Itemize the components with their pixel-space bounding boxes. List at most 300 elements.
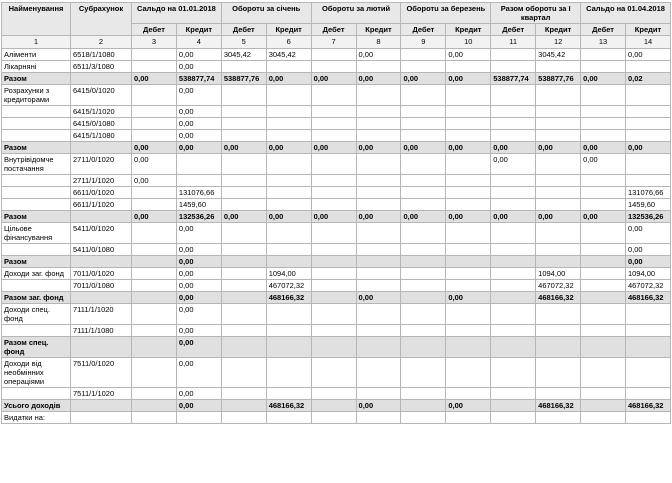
cell-value[interactable] [446,199,491,211]
table-row[interactable] [2,244,671,256]
cell-value[interactable] [266,61,311,73]
cell-account[interactable]: 6518/1/1080 [71,49,132,61]
cell-value[interactable]: 0,00 [401,142,446,154]
cell-value[interactable] [625,106,670,118]
cell-value[interactable] [491,85,536,106]
cell-value[interactable] [311,292,356,304]
cell-value[interactable] [266,199,311,211]
cell-value[interactable] [625,325,670,337]
cell-value[interactable]: 0,00 [491,154,536,175]
cell-value[interactable]: 0,00 [311,73,356,85]
cell-value[interactable] [356,304,401,325]
table-row[interactable] [2,400,671,412]
cell-value[interactable] [581,199,626,211]
cell-value[interactable] [401,256,446,268]
cell-value[interactable] [491,61,536,73]
cell-value[interactable] [266,130,311,142]
cell-value[interactable]: 3045,42 [266,49,311,61]
cell-value[interactable] [221,280,266,292]
cell-value[interactable]: 132536,26 [176,211,221,223]
cell-value[interactable]: 0,00 [176,304,221,325]
cell-value[interactable]: 0,00 [581,142,626,154]
cell-account[interactable]: 7111/1/1020 [71,304,132,325]
cell-value[interactable]: 0,00 [176,142,221,154]
cell-value[interactable]: 0,00 [446,400,491,412]
cell-value[interactable] [581,388,626,400]
cell-value[interactable] [625,85,670,106]
cell-value[interactable] [491,106,536,118]
cell-value[interactable] [132,292,177,304]
cell-value[interactable] [311,268,356,280]
table-row[interactable] [2,223,671,244]
cell-value[interactable] [581,304,626,325]
cell-value[interactable] [132,244,177,256]
cell-value[interactable] [356,358,401,388]
cell-value[interactable]: 0,00 [176,268,221,280]
cell-value[interactable] [401,223,446,244]
cell-value[interactable] [221,304,266,325]
cell-value[interactable] [356,130,401,142]
cell-value[interactable] [221,244,266,256]
cell-value[interactable]: 0,00 [176,292,221,304]
cell-value[interactable] [446,61,491,73]
cell-value[interactable] [132,280,177,292]
cell-value[interactable] [536,106,581,118]
cell-value[interactable]: 132536,26 [625,211,670,223]
cell-value[interactable] [446,130,491,142]
cell-value[interactable]: 538877,74 [491,73,536,85]
cell-value[interactable]: 0,00 [132,211,177,223]
cell-value[interactable] [401,118,446,130]
cell-value[interactable] [132,268,177,280]
cell-value[interactable] [491,130,536,142]
cell-value[interactable] [536,388,581,400]
cell-value[interactable]: 0,00 [132,154,177,175]
cell-value[interactable] [625,412,670,424]
cell-value[interactable] [132,304,177,325]
cell-value[interactable]: 468166,32 [625,400,670,412]
cell-value[interactable] [536,130,581,142]
table-row[interactable] [2,256,671,268]
cell-value[interactable] [625,388,670,400]
cell-value[interactable]: 0,00 [625,142,670,154]
cell-value[interactable] [311,337,356,358]
cell-value[interactable] [446,358,491,388]
cell-value[interactable]: 468166,32 [536,400,581,412]
cell-value[interactable]: 0,00 [176,358,221,388]
cell-value[interactable]: 1094,00 [266,268,311,280]
cell-value[interactable]: 3045,42 [221,49,266,61]
cell-account[interactable] [71,412,132,424]
cell-value[interactable]: 1094,00 [536,268,581,280]
cell-value[interactable]: 0,00 [176,130,221,142]
cell-value[interactable]: 468166,32 [266,400,311,412]
cell-value[interactable] [132,106,177,118]
cell-value[interactable] [536,412,581,424]
cell-value[interactable] [491,244,536,256]
cell-value[interactable] [581,268,626,280]
cell-value[interactable]: 0,00 [581,154,626,175]
cell-value[interactable] [536,187,581,199]
table-row[interactable] [2,304,671,325]
cell-value[interactable] [221,199,266,211]
cell-value[interactable] [311,61,356,73]
cell-value[interactable]: 0,00 [446,49,491,61]
cell-value[interactable] [132,61,177,73]
cell-name[interactable]: Доходи спец. фонд [2,304,71,325]
cell-value[interactable] [221,268,266,280]
cell-value[interactable] [446,154,491,175]
cell-value[interactable] [491,268,536,280]
cell-value[interactable]: 0,00 [176,400,221,412]
cell-value[interactable] [581,400,626,412]
cell-account[interactable] [71,73,132,85]
cell-account[interactable]: 7111/1/1080 [71,325,132,337]
cell-value[interactable] [581,175,626,187]
cell-value[interactable]: 0,00 [401,211,446,223]
cell-value[interactable]: 0,00 [446,73,491,85]
cell-value[interactable] [625,154,670,175]
cell-value[interactable]: 0,00 [491,142,536,154]
cell-value[interactable] [311,256,356,268]
cell-name[interactable]: Усього доходів [2,400,71,412]
cell-value[interactable] [356,175,401,187]
cell-value[interactable] [581,118,626,130]
cell-value[interactable] [356,280,401,292]
cell-name[interactable] [2,325,71,337]
cell-account[interactable]: 6511/3/1080 [71,61,132,73]
cell-value[interactable] [401,337,446,358]
cell-value[interactable] [401,49,446,61]
cell-value[interactable]: 131076,66 [625,187,670,199]
cell-name[interactable]: Разом [2,256,71,268]
cell-value[interactable]: 1459,60 [625,199,670,211]
table-row[interactable] [2,280,671,292]
cell-value[interactable]: 538877,74 [176,73,221,85]
cell-account[interactable]: 7011/0/1080 [71,280,132,292]
cell-value[interactable] [132,130,177,142]
table-row[interactable] [2,199,671,211]
table-row[interactable] [2,142,671,154]
cell-value[interactable]: 0,00 [176,85,221,106]
cell-value[interactable] [401,85,446,106]
cell-value[interactable]: 0,00 [536,142,581,154]
cell-value[interactable]: 0,00 [625,223,670,244]
cell-value[interactable] [266,223,311,244]
cell-value[interactable] [581,61,626,73]
cell-value[interactable] [132,412,177,424]
cell-value[interactable] [311,130,356,142]
cell-value[interactable]: 0,00 [356,142,401,154]
cell-value[interactable] [266,106,311,118]
cell-value[interactable]: 0,00 [401,73,446,85]
cell-value[interactable] [401,106,446,118]
cell-value[interactable] [536,337,581,358]
cell-name[interactable] [2,130,71,142]
cell-value[interactable] [266,187,311,199]
table-row[interactable] [2,211,671,223]
cell-value[interactable] [446,244,491,256]
cell-value[interactable] [266,244,311,256]
cell-value[interactable]: 0,00 [221,211,266,223]
cell-value[interactable] [132,388,177,400]
cell-value[interactable]: 0,02 [625,73,670,85]
cell-value[interactable] [491,400,536,412]
cell-value[interactable] [491,358,536,388]
cell-account[interactable]: 6415/0/1080 [71,118,132,130]
cell-value[interactable] [625,175,670,187]
cell-value[interactable]: 0,00 [446,211,491,223]
cell-value[interactable] [446,388,491,400]
cell-value[interactable]: 467072,32 [266,280,311,292]
cell-value[interactable] [581,223,626,244]
cell-name[interactable]: Разом [2,73,71,85]
cell-value[interactable]: 0,00 [356,400,401,412]
cell-value[interactable]: 3045,42 [536,49,581,61]
cell-account[interactable]: 2711/0/1020 [71,154,132,175]
cell-value[interactable] [266,337,311,358]
cell-value[interactable] [356,337,401,358]
table-row[interactable] [2,118,671,130]
cell-value[interactable] [401,130,446,142]
cell-value[interactable]: 0,00 [132,175,177,187]
cell-value[interactable] [266,325,311,337]
cell-value[interactable] [446,280,491,292]
cell-value[interactable] [491,304,536,325]
cell-value[interactable] [625,304,670,325]
cell-value[interactable] [625,130,670,142]
cell-value[interactable]: 0,00 [176,280,221,292]
cell-value[interactable] [581,106,626,118]
cell-account[interactable]: 6415/1/1020 [71,106,132,118]
cell-name[interactable] [2,280,71,292]
cell-value[interactable] [132,223,177,244]
cell-value[interactable]: 0,00 [356,73,401,85]
table-row[interactable] [2,154,671,175]
cell-value[interactable] [581,244,626,256]
cell-value[interactable] [311,388,356,400]
cell-value[interactable] [311,358,356,388]
cell-value[interactable] [356,85,401,106]
cell-value[interactable] [221,400,266,412]
cell-value[interactable]: 0,00 [132,142,177,154]
cell-account[interactable]: 6611/1/1020 [71,199,132,211]
cell-value[interactable] [581,256,626,268]
cell-value[interactable] [625,61,670,73]
table-row[interactable] [2,337,671,358]
cell-value[interactable] [132,49,177,61]
table-row[interactable] [2,130,671,142]
cell-value[interactable] [221,118,266,130]
cell-value[interactable]: 0,00 [536,211,581,223]
cell-value[interactable] [356,106,401,118]
cell-value[interactable]: 0,00 [176,106,221,118]
table-row[interactable] [2,187,671,199]
cell-name[interactable] [2,187,71,199]
table-row[interactable] [2,268,671,280]
cell-value[interactable] [446,268,491,280]
cell-account[interactable]: 5411/0/1020 [71,223,132,244]
cell-value[interactable] [311,118,356,130]
cell-value[interactable] [311,223,356,244]
cell-value[interactable]: 0,00 [176,61,221,73]
cell-value[interactable] [491,325,536,337]
cell-value[interactable] [266,412,311,424]
cell-value[interactable] [401,61,446,73]
cell-value[interactable] [356,118,401,130]
cell-value[interactable] [401,199,446,211]
cell-value[interactable]: 0,00 [625,244,670,256]
cell-value[interactable]: 538877,76 [221,73,266,85]
cell-account[interactable] [71,337,132,358]
cell-name[interactable]: Аліменти [2,49,71,61]
cell-value[interactable] [356,325,401,337]
cell-value[interactable]: 0,00 [176,256,221,268]
cell-name[interactable]: Доходи заг. фонд [2,268,71,280]
cell-value[interactable]: 468166,32 [625,292,670,304]
cell-value[interactable] [221,187,266,199]
cell-value[interactable] [536,154,581,175]
cell-value[interactable] [581,130,626,142]
cell-value[interactable] [491,256,536,268]
cell-value[interactable] [536,256,581,268]
cell-account[interactable] [71,142,132,154]
cell-value[interactable] [625,118,670,130]
cell-value[interactable]: 0,00 [446,292,491,304]
cell-value[interactable] [356,268,401,280]
cell-value[interactable] [446,106,491,118]
cell-value[interactable]: 0,00 [356,49,401,61]
cell-value[interactable] [536,118,581,130]
cell-value[interactable] [491,223,536,244]
cell-value[interactable] [491,292,536,304]
cell-value[interactable] [491,412,536,424]
cell-value[interactable]: 0,00 [356,292,401,304]
cell-value[interactable] [491,187,536,199]
cell-name[interactable] [2,118,71,130]
cell-value[interactable] [221,106,266,118]
cell-name[interactable] [2,244,71,256]
cell-value[interactable] [311,187,356,199]
table-row[interactable] [2,292,671,304]
cell-value[interactable]: 0,00 [356,211,401,223]
cell-value[interactable] [536,85,581,106]
cell-value[interactable] [311,400,356,412]
cell-value[interactable] [221,412,266,424]
cell-value[interactable] [401,412,446,424]
cell-value[interactable] [311,199,356,211]
cell-value[interactable] [311,280,356,292]
cell-value[interactable] [356,223,401,244]
cell-value[interactable] [311,304,356,325]
cell-value[interactable] [401,304,446,325]
cell-value[interactable]: 0,00 [176,337,221,358]
cell-value[interactable] [581,292,626,304]
cell-value[interactable] [356,244,401,256]
cell-value[interactable] [581,85,626,106]
cell-value[interactable] [266,256,311,268]
cell-value[interactable] [221,85,266,106]
cell-value[interactable] [221,358,266,388]
cell-value[interactable] [311,106,356,118]
cell-value[interactable]: 0,00 [446,142,491,154]
cell-value[interactable] [266,304,311,325]
cell-value[interactable] [491,175,536,187]
cell-account[interactable]: 7511/1/1020 [71,388,132,400]
cell-value[interactable] [176,175,221,187]
cell-value[interactable] [401,187,446,199]
cell-value[interactable]: 0,00 [176,223,221,244]
cell-value[interactable]: 0,00 [625,256,670,268]
cell-value[interactable] [536,304,581,325]
cell-value[interactable]: 0,00 [581,211,626,223]
cell-value[interactable] [221,292,266,304]
cell-name[interactable]: Лікарняні [2,61,71,73]
cell-value[interactable] [491,199,536,211]
cell-value[interactable]: 131076,66 [176,187,221,199]
cell-name[interactable] [2,175,71,187]
cell-value[interactable]: 538877,76 [536,73,581,85]
cell-value[interactable] [536,175,581,187]
cell-value[interactable] [132,187,177,199]
cell-account[interactable]: 5411/0/1080 [71,244,132,256]
cell-account[interactable]: 2711/1/1020 [71,175,132,187]
table-row[interactable] [2,49,671,61]
cell-value[interactable]: 0,00 [266,142,311,154]
cell-account[interactable]: 7511/0/1020 [71,358,132,388]
cell-value[interactable] [356,154,401,175]
cell-value[interactable] [311,85,356,106]
cell-value[interactable]: 0,00 [491,211,536,223]
cell-value[interactable] [221,256,266,268]
cell-value[interactable] [132,118,177,130]
cell-account[interactable] [71,256,132,268]
cell-value[interactable]: 0,00 [132,73,177,85]
cell-account[interactable] [71,292,132,304]
cell-value[interactable] [536,61,581,73]
cell-name[interactable]: Разом заг. фонд [2,292,71,304]
cell-value[interactable] [176,412,221,424]
cell-name[interactable] [2,388,71,400]
cell-account[interactable] [71,211,132,223]
cell-value[interactable] [401,358,446,388]
cell-value[interactable] [356,61,401,73]
cell-value[interactable] [446,223,491,244]
cell-value[interactable] [311,412,356,424]
cell-value[interactable] [266,118,311,130]
cell-value[interactable] [311,154,356,175]
cell-name[interactable]: Разом спец. фонд [2,337,71,358]
cell-value[interactable]: 0,00 [581,73,626,85]
cell-value[interactable] [625,337,670,358]
cell-value[interactable] [221,154,266,175]
cell-value[interactable] [132,85,177,106]
cell-account[interactable]: 7011/0/1020 [71,268,132,280]
cell-value[interactable] [221,337,266,358]
cell-value[interactable] [132,400,177,412]
cell-value[interactable]: 0,00 [266,73,311,85]
cell-value[interactable]: 0,00 [221,142,266,154]
table-row[interactable] [2,106,671,118]
cell-value[interactable] [266,358,311,388]
cell-value[interactable] [446,412,491,424]
table-row[interactable] [2,85,671,106]
cell-value[interactable]: 0,00 [176,118,221,130]
cell-value[interactable] [446,118,491,130]
table-row[interactable] [2,175,671,187]
cell-value[interactable] [581,325,626,337]
cell-value[interactable] [491,49,536,61]
